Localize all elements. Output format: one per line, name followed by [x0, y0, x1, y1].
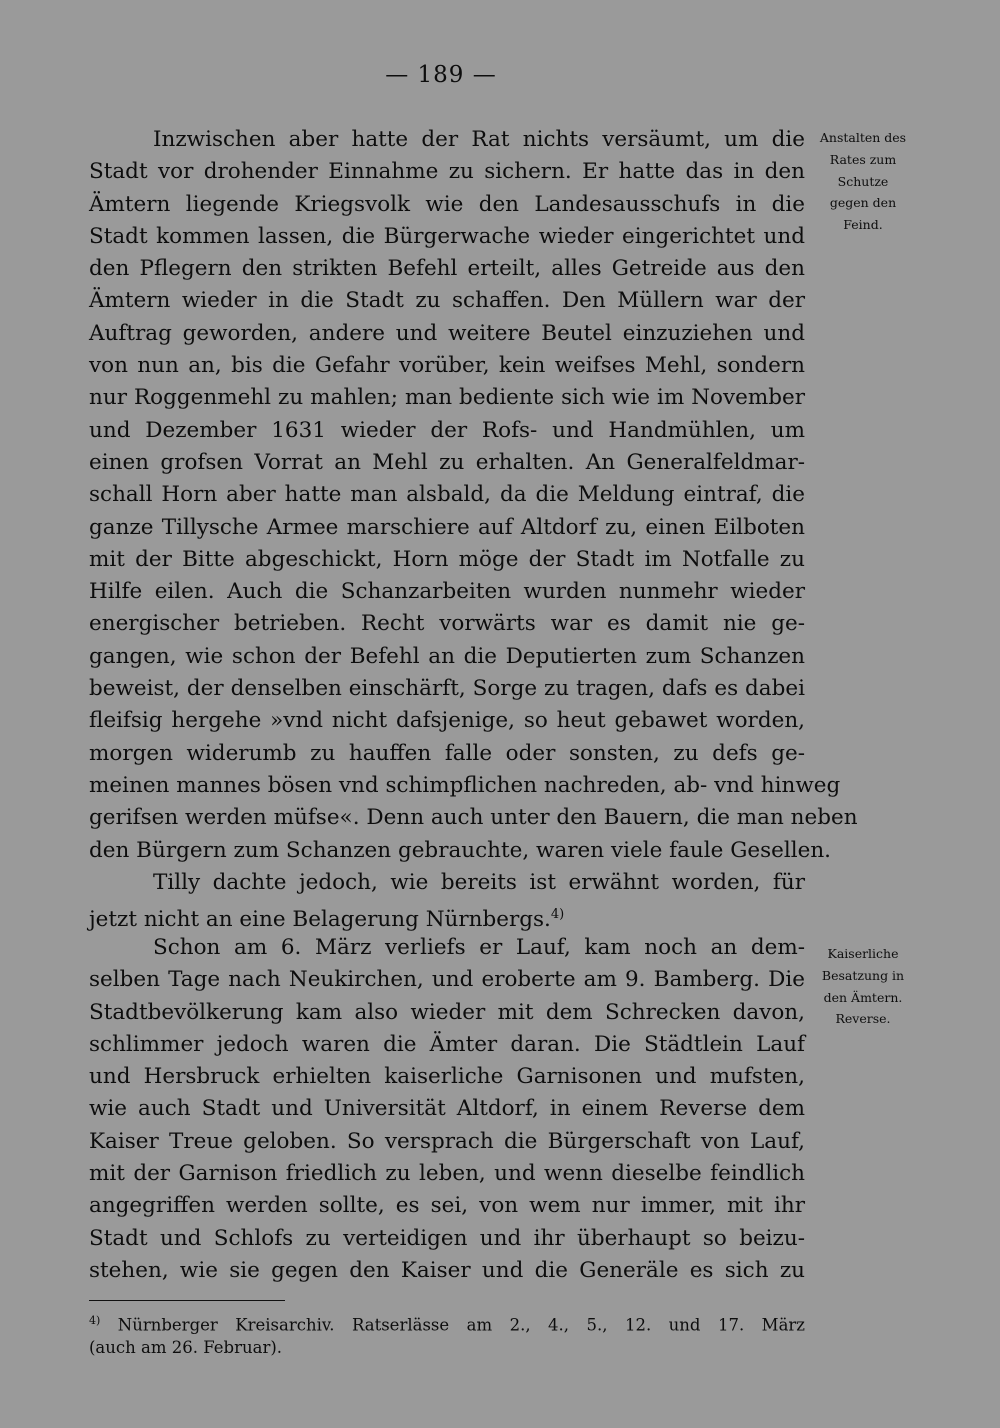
paragraph-2 [89, 867, 805, 932]
text-line: selben Tage nach Neukirchen, und eroberte am 9. Bamberg. Die [89, 967, 805, 993]
text-line: meinen mannes bösen vnd schimpflichen nachreden, ab- vnd hinweg [89, 772, 841, 798]
text-line: und Hersbruck erhielten kaiserliche Garnisonen und mufsten, [89, 1064, 805, 1090]
margin-note-line: Feind. [843, 217, 883, 233]
text-line: ganze Tillysche Armee marschiere auf Altdorf zu, einen Eilboten [89, 514, 805, 540]
text-line: Stadt kommen lassen, die Bürgerwache wieder eingerichtet und [89, 223, 805, 249]
text-line: von nun an, bis die Gefahr vorüber, kein weifses Mehl, sondern [89, 353, 805, 379]
text-line: wie auch Stadt und Universität Altdorf, in einem Reverse dem [89, 1096, 805, 1122]
margin-note-line: den Ämtern. [823, 989, 903, 1005]
footnote-reference: 4) [550, 907, 565, 923]
text-line: Ämtern wieder in die Stadt zu schaffen. Den Müllern war der [89, 288, 805, 314]
text-line: mit der Bitte abgeschickt, Horn möge der Stadt im Notfalle zu [89, 546, 805, 572]
footnote [89, 1307, 805, 1361]
paragraph-3 [89, 932, 805, 1287]
text-line: einen grofsen Vorrat an Mehl zu erhalten. An Generalfeldmar- [89, 449, 805, 475]
text-line: gangen, wie schon der Befehl an die Deputierten zum Schanzen [89, 643, 805, 669]
footnote-line: (auch am 26. Februar). [89, 1338, 283, 1357]
text-line: fleifsig hergehe »vnd nicht dafsjenige, so heut gebawet worden, [89, 708, 805, 734]
text-line: Ämtern liegende Kriegsvolk wie den Landesausschufs in die [89, 191, 805, 217]
text-line [89, 899, 805, 931]
text-line: Stadtbevölkerung kam also wieder mit dem Schrecken davon, [89, 999, 805, 1025]
text-line: und Dezember 1631 wieder der Rofs- und Handmühlen, um [89, 417, 805, 443]
text-line: den Pflegern den strikten Befehl erteilt, alles Getreide aus den [89, 256, 805, 282]
margin-note-line: Reverse. [835, 1011, 891, 1027]
margin-note-line: Anstalten des [819, 130, 907, 145]
paragraph-1 [89, 124, 858, 867]
text-line: Stadt und Schlofs zu verteidigen und ihr überhaupt so beizu- [89, 1225, 805, 1251]
text-line: Auftrag geworden, andere und weitere Beutel einzuziehen und [89, 320, 805, 346]
footnote-marker: 4) [89, 1314, 101, 1327]
text-line: Kaiser Treue geloben. So versprach die Bürgerschaft von Lauf, [89, 1128, 805, 1154]
text-line: Stadt vor drohender Einnahme zu sichern. Er hatte das in den [89, 159, 805, 185]
text-line: mit der Garnison friedlich zu leben, und wenn dieselbe feindlich [89, 1161, 805, 1187]
text-line: gerifsen werden müfse«. Denn auch unter den Bauern, die man neben [89, 805, 858, 831]
text-line: den Bürgern zum Schanzen gebrauchte, waren viele faule Gesellen. [89, 837, 832, 863]
text-line-content: jetzt nicht an eine Belagerung Nürnbergs. [89, 907, 551, 933]
text-line: schall Horn aber hatte man alsbald, da die Meldung eintraf, die [89, 482, 805, 508]
margin-note-1 [812, 127, 914, 236]
margin-note-line: Kaiserliche [827, 946, 899, 961]
margin-note-line: Schutze [837, 173, 889, 189]
text-line: energischer betrieben. Recht vorwärts war es damit nie ge- [89, 611, 805, 637]
margin-note-2 [812, 943, 914, 1030]
text-line: Tilly dachte jedoch, wie bereits ist erwähnt worden, für [153, 870, 805, 895]
footnote-text: Nürnberger Kreisarchiv. Ratserlässe am 2., 4., 5., 12. und 17. März [117, 1315, 805, 1335]
text-line: stehen, wie sie gegen den Kaiser und die Generäle es sich zu [89, 1257, 805, 1283]
footnote-rule [89, 1300, 285, 1301]
margin-note-line: gegen den [829, 195, 897, 211]
text-line: angegriffen werden sollte, es sei, von wem nur immer, mit ihr [89, 1193, 805, 1219]
text-line: Inzwischen aber hatte der Rat nichts versäumt, um die [153, 127, 805, 152]
footnote-line [89, 1307, 805, 1334]
text-line: Schon am 6. März verliefs er Lauf, kam noch an dem- [153, 935, 805, 960]
text-line: morgen widerumb zu hauffen falle oder sonsten, zu defs ge- [89, 740, 805, 766]
text-line: beweist, der denselben einschärft, Sorge zu tragen, dafs es dabei [89, 676, 805, 702]
margin-note-line: Besatzung in [821, 967, 905, 983]
text-line: Hilfe eilen. Auch die Schanzarbeiten wurden nunmehr wieder [89, 579, 805, 605]
text-line: nur Roggenmehl zu mahlen; man bediente sich wie im November [89, 385, 805, 411]
page-number: — 189 — [385, 62, 497, 88]
text-line: schlimmer jedoch waren die Ämter daran. Die Städtlein Lauf [89, 1031, 805, 1057]
margin-note-line: Rates zum [829, 151, 897, 167]
